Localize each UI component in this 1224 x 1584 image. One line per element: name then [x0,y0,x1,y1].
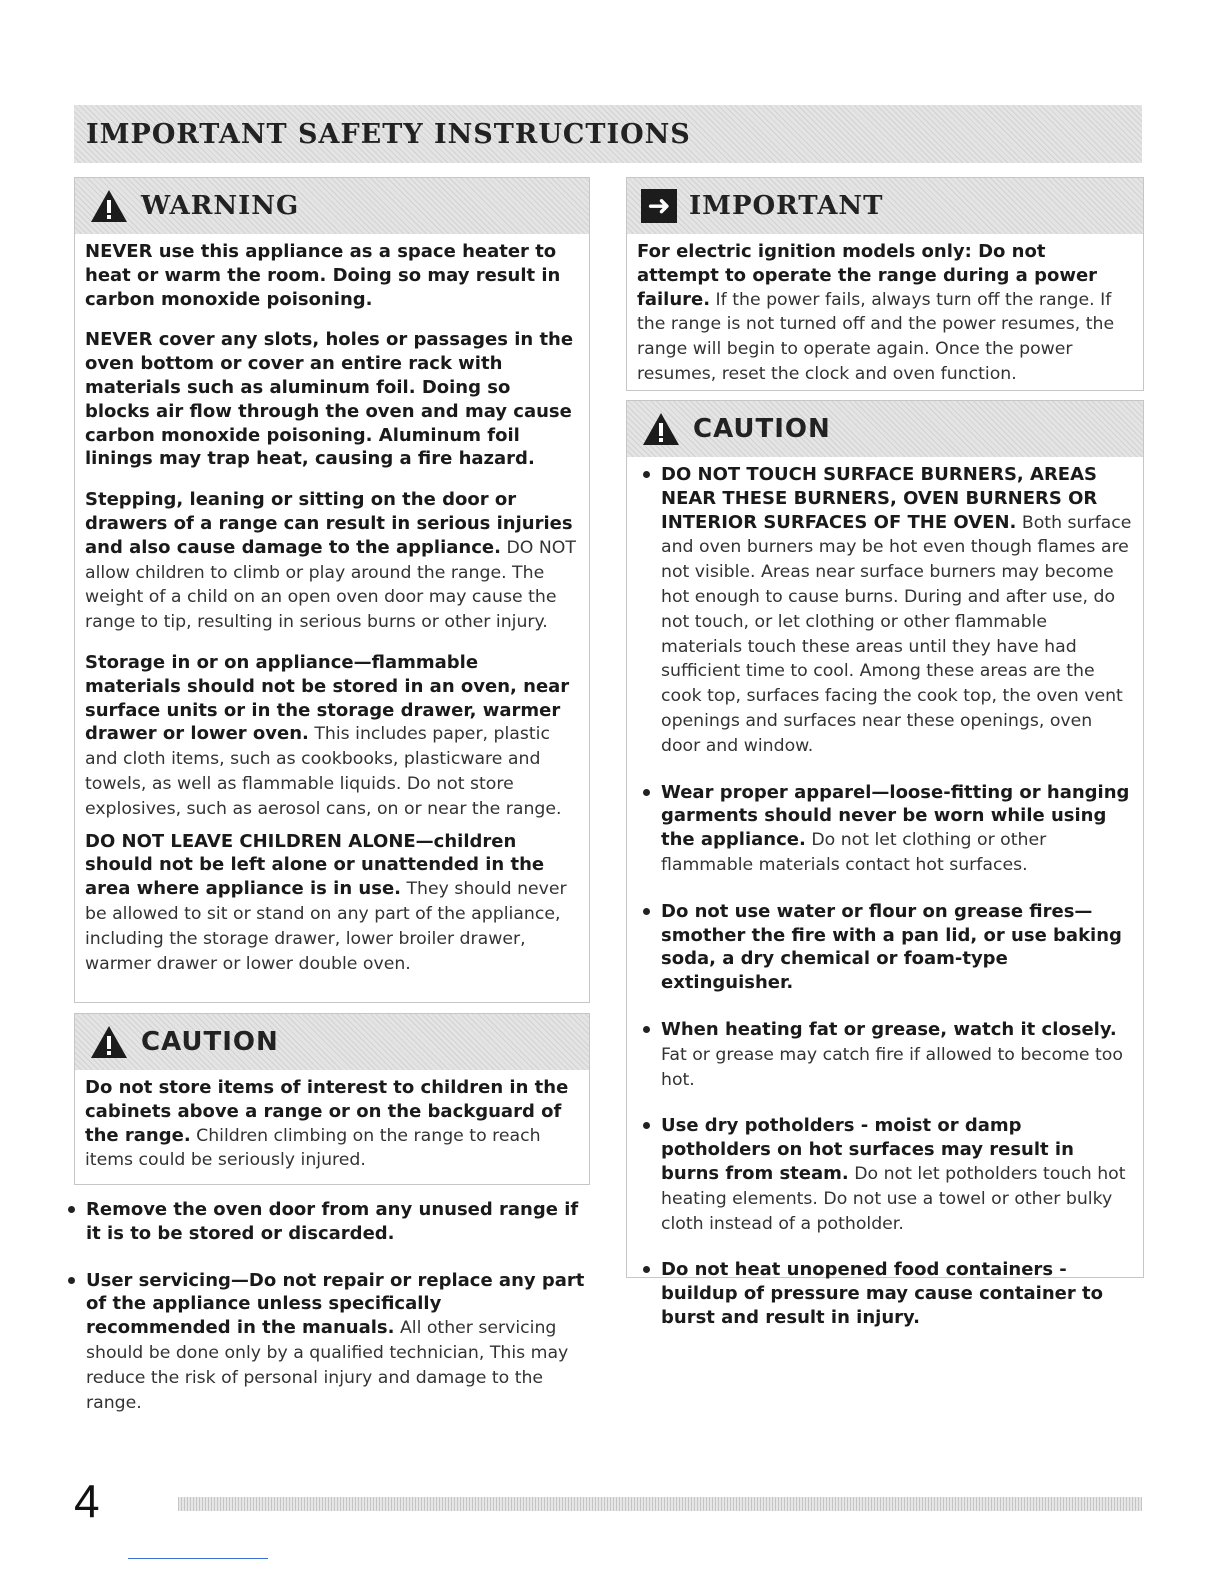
important-paragraph: For electric ignition models only: Do not attempt to operate the range during a power failure. If the power fails, always turn off the range. If the range is not turned off and the power resumes, the range will begin to operate again. Once the power resumes, reset the clock and oven function. [637,241,1115,384]
caution-paragraph: Do not store items of interest to children in the cabinets above a range or on the backguard of the range. Children climbing on the range to reach items could be seriously injured. [85,1077,569,1171]
section-title-bar [74,105,1142,163]
page-title: IMPORTANT SAFETY INSTRUCTIONS [86,118,691,150]
page-number: 4 [74,1475,100,1527]
important-header [627,178,1143,234]
caution-box-left [74,1013,590,1185]
list-item: User servicing—Do not repair or replace any part of the appliance unless specifically recommended in the manuals. All other servicing should be done only by a qualified technician, This may reduce the risk of personal injury and damage to the range. [62,1269,592,1416]
warning-paragraph: Storage in or on appliance—flammable materials should not be stored in an oven, near surface units or in the storage drawer, warmer drawer or lower oven. This includes paper, plastic and cloth items, such as cookbooks, plasticware and towels, as well as flammable liquids. Do not store explosives, such as aerosol cans, on or near the range. [85,651,570,819]
arrow-right-icon: ➜ [641,189,677,223]
warning-triangle-icon [89,188,129,224]
warning-box [74,177,590,1003]
warning-heading: WARNING [141,191,300,221]
list-item: Wear proper apparel—loose-fitting or hanging garments should never be worn while using the appliance. Do not let clothing or other flammable materials contact hot surfaces. [637,781,1133,878]
warning-paragraph: NEVER use this appliance as a space heater to heat or warm the room. Doing so may result in carbon monoxide poisoning. [85,241,561,310]
list-item: Do not use water or flour on grease fires—smother the fire with a pan lid, or use baking soda, a dry chemical or foam-type extinguisher. [637,900,1133,996]
footer-link-line [128,1558,268,1559]
caution-heading: CAUTION [141,1027,279,1057]
list-item: DO NOT TOUCH SURFACE BURNERS, AREAS NEAR THESE BURNERS, OVEN BURNERS OR INTERIOR SURFACES OF THE OVEN. Both surface and oven burners may be hot even though flames are not visible. Areas near surface burners may become hot enough to cause burns. During and after use, do not touch, or let clothing or other flammable materials touch these areas until they have had sufficient time to cool. Among these areas are the cook top, surfaces facing the cook top, the oven vent openings and surfaces near these openings, oven door and window. [637,463,1133,759]
footer-bar [178,1497,1142,1511]
left-bullet-list [62,1198,592,1437]
warning-triangle-icon [641,411,681,447]
warning-paragraph: Stepping, leaning or sitting on the door or drawers of a range can result in serious injuries and also cause damage to the appliance. DO NOT allow children to climb or play around the range. The weight of a child on an open oven door may cause the range to tip, resulting in serious burns or other injury. [85,489,576,633]
list-item: Do not heat unopened food containers - buildup of pressure may cause container to burst and result in injury. [637,1258,1133,1330]
warning-header [75,178,589,234]
list-item: Use dry potholders - moist or damp potholders on hot surfaces may result in burns from steam. Do not let potholders touch hot heating elements. Do not use a towel or other bulky cloth instead of a potholder. [637,1114,1133,1236]
caution-header-left [75,1014,589,1070]
caution-box-right [626,400,1144,1328]
warning-triangle-icon [89,1024,129,1060]
important-heading: IMPORTANT [689,191,884,221]
caution-header-right [627,401,1143,457]
list-item: When heating fat or grease, watch it closely. Fat or grease may catch fire if allowed to become too hot. [637,1018,1133,1092]
warning-paragraph: NEVER cover any slots, holes or passages in the oven bottom or cover an entire rack with materials such as aluminum foil. Doing so blocks air flow through the oven and may cause carbon monoxide poisoning. Aluminum foil linings may trap heat, causing a fire hazard. [85,329,574,470]
important-box [626,177,1144,391]
warning-paragraph: DO NOT LEAVE CHILDREN ALONE—children should not be left alone or unattended in the area where appliance is in use. They should never be allowed to sit or stand on any part of the appliance, including the storage drawer, lower broiler drawer, warmer drawer or lower double oven. [85,830,567,974]
caution-heading: CAUTION [693,414,831,444]
list-item: Remove the oven door from any unused range if it is to be stored or discarded. [62,1198,592,1247]
